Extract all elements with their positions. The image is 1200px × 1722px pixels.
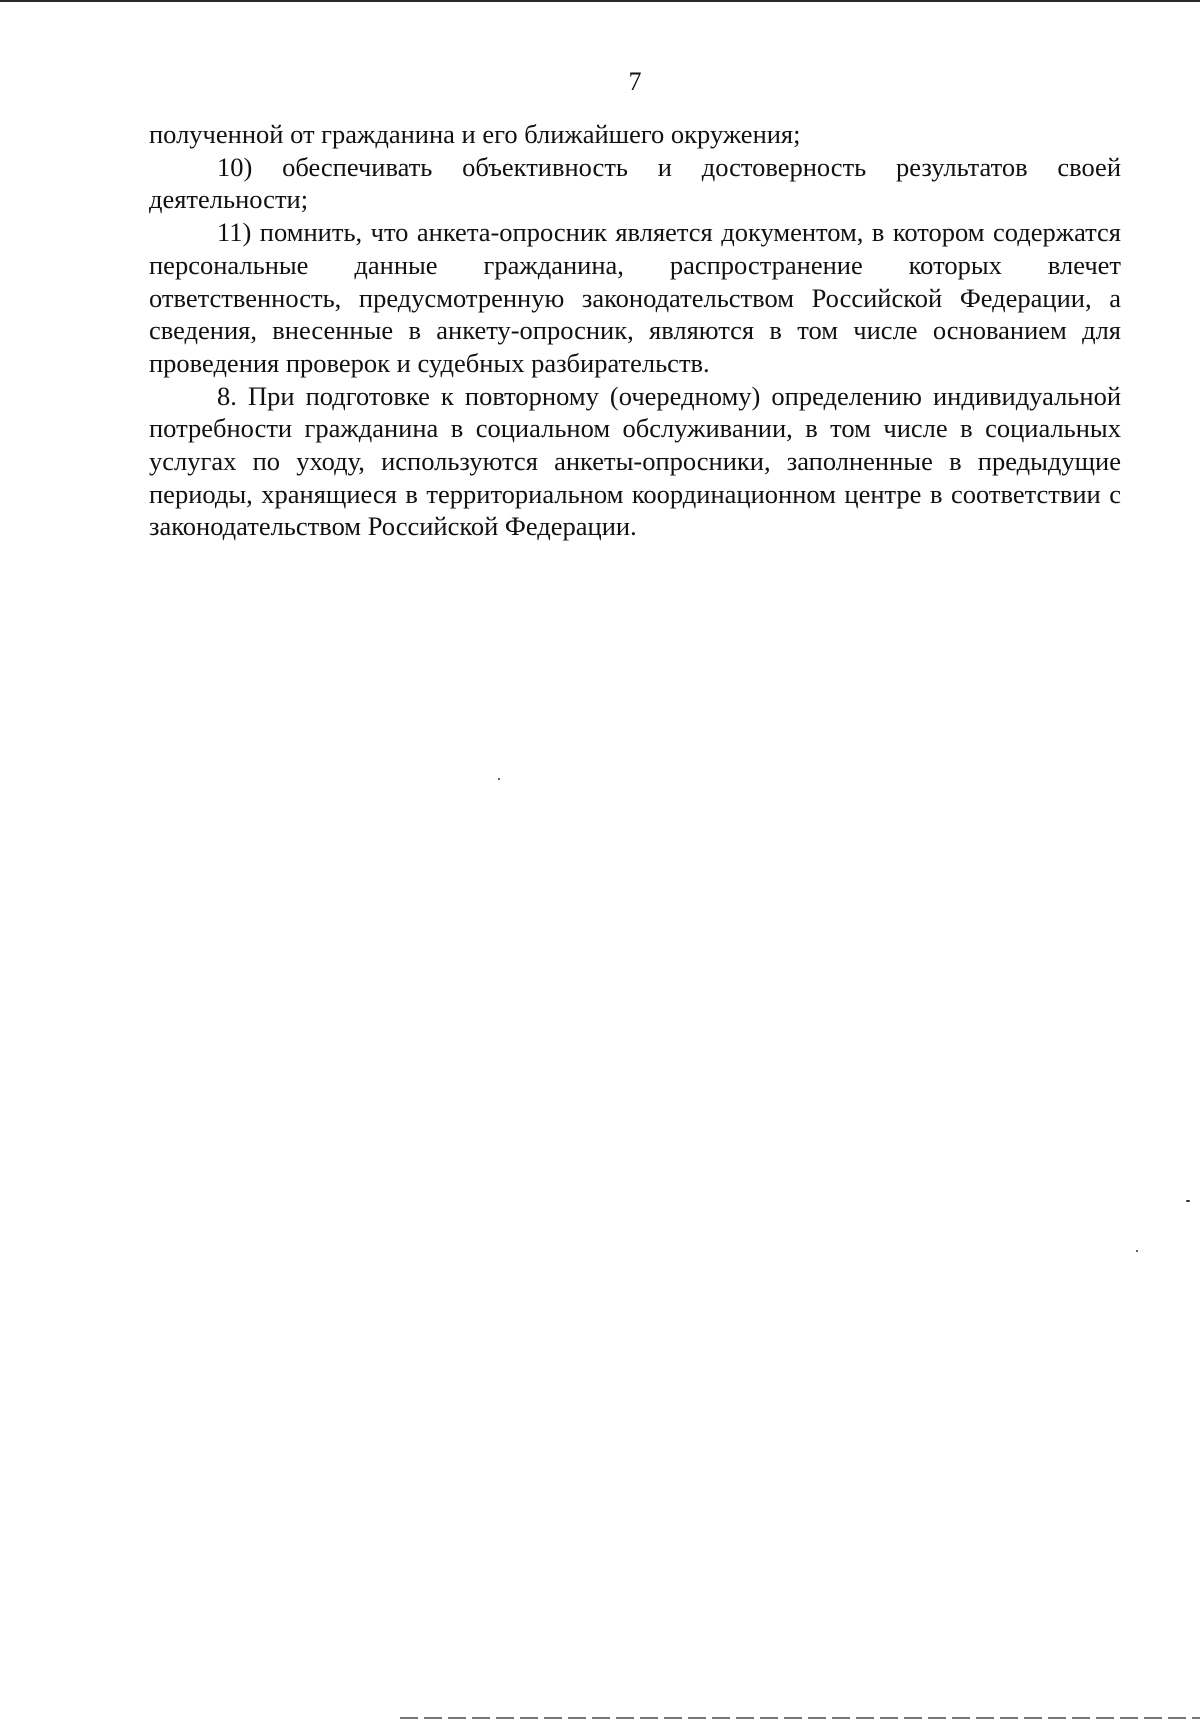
scan-speck [498, 778, 500, 780]
page-number: 7 [628, 67, 642, 96]
paragraph-item-10: 10) обеспечивать объективность и достоверность результатов своей деятельности; [149, 151, 1121, 215]
scan-top-edge [0, 0, 1200, 2]
scan-speck [1136, 1250, 1138, 1252]
paragraph-section-8: 8. При подготовке к повторному (очередному) определению индивидуальной потребности гражданина в социальном обслуживании, в том числе в социальных услугах по уходу, используются анкеты-опросники, заполненные в предыдущие периоды, хранящиеся в территориальном координационном центре в соответствии с законодательством Российской Федерации. [149, 380, 1121, 542]
paragraph-item-11: 11) помнить, что анкета-опросник является документом, в котором содержатся персональные данные гражданина, распространение которых влечет ответственность, предусмотренную законодательством Российской Федерации, а сведения, внесенные в анкету-опросник, являются в том числе основанием для проведения проверок и судебных разбирательств. [149, 217, 1121, 378]
paragraph-continuation: полученной от гражданина и его ближайшего окружения; [149, 119, 801, 149]
document-body [149, 118, 1121, 543]
scan-speck [1186, 1200, 1190, 1202]
scan-bottom-edge [400, 1717, 1200, 1719]
